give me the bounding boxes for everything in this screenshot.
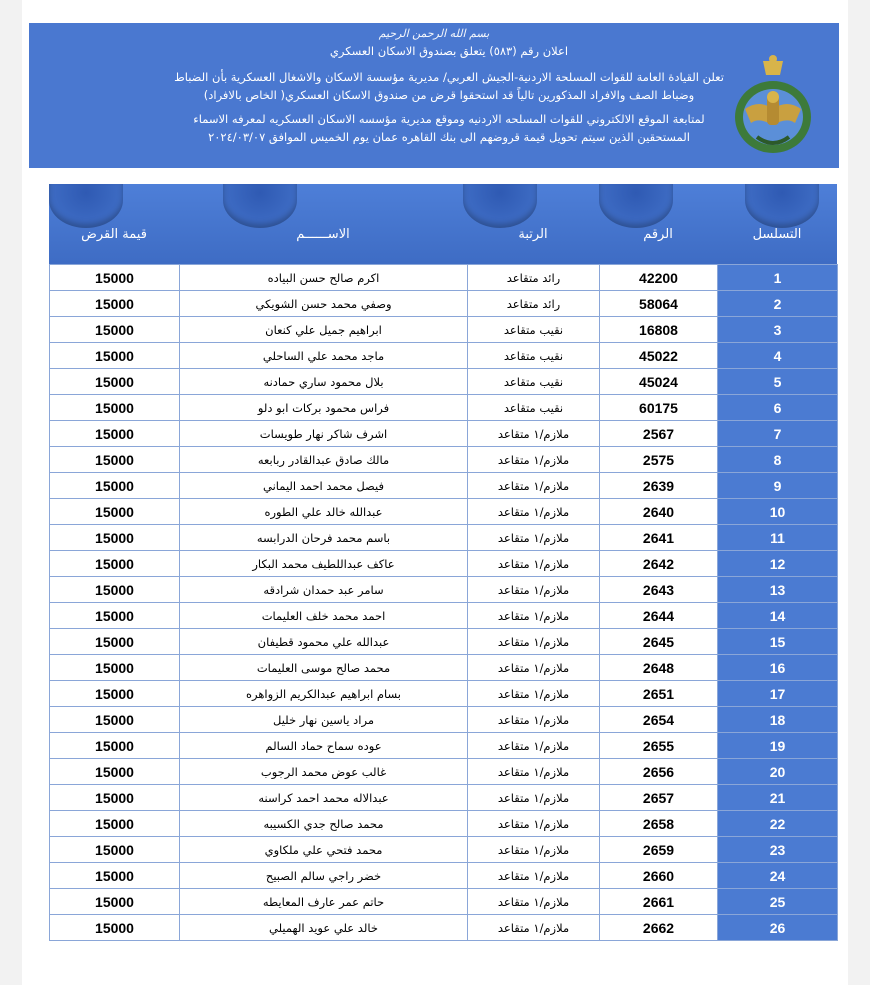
serial-cell: 23 [718, 837, 838, 863]
table-row [50, 551, 838, 577]
loan-amount-cell: 15000 [50, 681, 180, 707]
table-row [50, 447, 838, 473]
serial-cell: 15 [718, 629, 838, 655]
number-cell: 60175 [600, 395, 718, 421]
header-loan: قيمة القرض [81, 226, 147, 242]
rank-cell: ملازم/١ متقاعد [468, 863, 600, 889]
announcement-line-4: المستحقين الذين سيتم تحويل قيمة قروضهم الى بنك القاهره عمان يوم الخميس الموافق ٢٠٢٤/٠٣/٠٧ [208, 130, 690, 144]
serial-cell: 25 [718, 889, 838, 915]
table-row [50, 343, 838, 369]
number-cell: 2640 [600, 499, 718, 525]
serial-cell: 9 [718, 473, 838, 499]
loan-table-body [49, 264, 838, 941]
loan-amount-cell: 15000 [50, 343, 180, 369]
rank-cell: ملازم/١ متقاعد [468, 837, 600, 863]
name-cell: وصفي محمد حسن الشويكي [180, 291, 468, 317]
number-cell: 2661 [600, 889, 718, 915]
rank-cell: ملازم/١ متقاعد [468, 733, 600, 759]
name-cell: عبدالاله محمد احمد كراسنه [180, 785, 468, 811]
rank-cell: ملازم/١ متقاعد [468, 473, 600, 499]
rank-cell: ملازم/١ متقاعد [468, 707, 600, 733]
name-cell: محمد صالح موسى العليمات [180, 655, 468, 681]
header-rank: الرتبة [518, 226, 548, 242]
table-row [50, 707, 838, 733]
name-cell: خالد علي عويد الهميلي [180, 915, 468, 941]
table-row [50, 759, 838, 785]
name-cell: اشرف شاكر نهار طويسات [180, 421, 468, 447]
rank-cell: نقيب متقاعد [468, 317, 600, 343]
name-cell: حاتم عمر عارف المعايطه [180, 889, 468, 915]
name-cell: فراس محمود بركات ابو دلو [180, 395, 468, 421]
serial-cell: 20 [718, 759, 838, 785]
rank-cell: ملازم/١ متقاعد [468, 551, 600, 577]
header-number: الرقم [643, 226, 673, 242]
loan-amount-cell: 15000 [50, 863, 180, 889]
name-cell: عاكف عبداللطيف محمد البكار [180, 551, 468, 577]
number-cell: 2644 [600, 603, 718, 629]
number-cell: 2643 [600, 577, 718, 603]
rank-cell: نقيب متقاعد [468, 343, 600, 369]
table-row [50, 291, 838, 317]
number-cell: 16808 [600, 317, 718, 343]
name-cell: خضر راجي سالم الصبيح [180, 863, 468, 889]
number-cell: 2655 [600, 733, 718, 759]
loan-amount-cell: 15000 [50, 811, 180, 837]
loan-amount-cell: 15000 [50, 291, 180, 317]
jordan-armed-forces-emblem-icon [727, 51, 819, 161]
serial-cell: 14 [718, 603, 838, 629]
rank-cell: ملازم/١ متقاعد [468, 681, 600, 707]
number-cell: 2660 [600, 863, 718, 889]
header-name: الاســــــم [296, 226, 350, 242]
serial-cell: 24 [718, 863, 838, 889]
table-row [50, 629, 838, 655]
announcement-header [29, 23, 839, 168]
table-row [50, 473, 838, 499]
loan-amount-cell: 15000 [50, 447, 180, 473]
serial-cell: 12 [718, 551, 838, 577]
rank-cell: ملازم/١ متقاعد [468, 603, 600, 629]
serial-cell: 21 [718, 785, 838, 811]
table-row [50, 603, 838, 629]
rank-cell: ملازم/١ متقاعد [468, 759, 600, 785]
rank-cell: نقيب متقاعد [468, 395, 600, 421]
serial-cell: 2 [718, 291, 838, 317]
loan-table [49, 184, 837, 941]
table-row [50, 915, 838, 941]
name-cell: غالب عوض محمد الرجوب [180, 759, 468, 785]
number-cell: 2645 [600, 629, 718, 655]
serial-cell: 6 [718, 395, 838, 421]
loan-amount-cell: 15000 [50, 395, 180, 421]
serial-cell: 13 [718, 577, 838, 603]
rank-cell: ملازم/١ متقاعد [468, 577, 600, 603]
name-cell: باسم محمد فرحان الدرابسه [180, 525, 468, 551]
serial-cell: 4 [718, 343, 838, 369]
loan-amount-cell: 15000 [50, 759, 180, 785]
announcement-title: اعلان رقم (٥٨٣) يتعلق بصندوق الاسكان العسكري [329, 44, 569, 58]
table-row [50, 863, 838, 889]
rank-cell: ملازم/١ متقاعد [468, 655, 600, 681]
rank-cell: ملازم/١ متقاعد [468, 811, 600, 837]
number-cell: 2657 [600, 785, 718, 811]
serial-cell: 11 [718, 525, 838, 551]
loan-amount-cell: 15000 [50, 785, 180, 811]
number-cell: 2575 [600, 447, 718, 473]
number-cell: 2651 [600, 681, 718, 707]
rank-cell: نقيب متقاعد [468, 369, 600, 395]
table-row [50, 499, 838, 525]
name-cell: عوده سماح حماد السالم [180, 733, 468, 759]
number-cell: 2658 [600, 811, 718, 837]
table-header-row [49, 184, 837, 264]
name-cell: سامر عبد حمدان شرادقه [180, 577, 468, 603]
serial-cell: 17 [718, 681, 838, 707]
serial-cell: 1 [718, 265, 838, 291]
name-cell: مالك صادق عبدالقادر ربابعه [180, 447, 468, 473]
header-serial: التسلسل [752, 226, 802, 242]
number-cell: 58064 [600, 291, 718, 317]
loan-amount-cell: 15000 [50, 629, 180, 655]
loan-amount-cell: 15000 [50, 577, 180, 603]
loan-amount-cell: 15000 [50, 525, 180, 551]
loan-amount-cell: 15000 [50, 889, 180, 915]
serial-cell: 19 [718, 733, 838, 759]
serial-cell: 26 [718, 915, 838, 941]
table-row [50, 395, 838, 421]
table-row [50, 785, 838, 811]
name-cell: ابراهيم جميل علي كنعان [180, 317, 468, 343]
loan-amount-cell: 15000 [50, 655, 180, 681]
name-cell: محمد فتحي علي ملكاوي [180, 837, 468, 863]
rank-cell: ملازم/١ متقاعد [468, 499, 600, 525]
serial-cell: 18 [718, 707, 838, 733]
rank-cell: ملازم/١ متقاعد [468, 915, 600, 941]
table-row [50, 655, 838, 681]
loan-amount-cell: 15000 [50, 499, 180, 525]
rank-cell: ملازم/١ متقاعد [468, 785, 600, 811]
table-row [50, 681, 838, 707]
number-cell: 2642 [600, 551, 718, 577]
announcement-line-1: تعلن القيادة العامة للقوات المسلحة الاردنية-الجيش العربي/ مديرية مؤسسة الاسكان والاشغال العسكرية بأن الضباط [174, 70, 724, 84]
name-cell: بلال محمود ساري حمادنه [180, 369, 468, 395]
table-row [50, 889, 838, 915]
loan-amount-cell: 15000 [50, 707, 180, 733]
number-cell: 2662 [600, 915, 718, 941]
rank-cell: ملازم/١ متقاعد [468, 447, 600, 473]
name-cell: مراد ياسين نهار خليل [180, 707, 468, 733]
number-cell: 2567 [600, 421, 718, 447]
rank-cell: ملازم/١ متقاعد [468, 629, 600, 655]
loan-amount-cell: 15000 [50, 421, 180, 447]
name-cell: بسام ابراهيم عبدالكريم الزواهره [180, 681, 468, 707]
loan-amount-cell: 15000 [50, 915, 180, 941]
number-cell: 2659 [600, 837, 718, 863]
serial-cell: 5 [718, 369, 838, 395]
announcement-line-2: وضباط الصف والافراد المذكورين تالياً قد استحقوا قرض من صندوق الاسكان العسكري( الخاص بالافراد) [203, 88, 695, 102]
table-row [50, 421, 838, 447]
name-cell: عبدالله خالد علي الطوره [180, 499, 468, 525]
table-row [50, 837, 838, 863]
rank-cell: ملازم/١ متقاعد [468, 889, 600, 915]
rank-cell: ملازم/١ متقاعد [468, 421, 600, 447]
name-cell: ماجد محمد علي الساحلي [180, 343, 468, 369]
loan-amount-cell: 15000 [50, 551, 180, 577]
table-row [50, 811, 838, 837]
number-cell: 2641 [600, 525, 718, 551]
number-cell: 2648 [600, 655, 718, 681]
announcement-line-3: لمتابعة الموقع الالكتروني للقوات المسلحه الاردنيه وموقع مديرية مؤسسه الاسكان العسكريه لمعرفه الاسماء [193, 112, 705, 126]
loan-amount-cell: 15000 [50, 837, 180, 863]
table-row [50, 525, 838, 551]
name-cell: محمد صالح جدي الكسيبه [180, 811, 468, 837]
table-row [50, 577, 838, 603]
number-cell: 2656 [600, 759, 718, 785]
number-cell: 45022 [600, 343, 718, 369]
rank-cell: ملازم/١ متقاعد [468, 525, 600, 551]
serial-cell: 8 [718, 447, 838, 473]
serial-cell: 22 [718, 811, 838, 837]
loan-amount-cell: 15000 [50, 733, 180, 759]
basmala-text: بسم الله الرحمن الرحيم [378, 27, 490, 40]
rank-cell: رائد متقاعد [468, 265, 600, 291]
rank-cell: رائد متقاعد [468, 291, 600, 317]
loan-amount-cell: 15000 [50, 603, 180, 629]
table-row [50, 369, 838, 395]
loan-amount-cell: 15000 [50, 317, 180, 343]
loan-amount-cell: 15000 [50, 265, 180, 291]
serial-cell: 10 [718, 499, 838, 525]
table-row [50, 317, 838, 343]
name-cell: فيصل محمد احمد اليماني [180, 473, 468, 499]
name-cell: اكرم صالح حسن البياده [180, 265, 468, 291]
loan-amount-cell: 15000 [50, 369, 180, 395]
serial-cell: 7 [718, 421, 838, 447]
table-row [50, 733, 838, 759]
number-cell: 2639 [600, 473, 718, 499]
serial-cell: 16 [718, 655, 838, 681]
serial-cell: 3 [718, 317, 838, 343]
number-cell: 42200 [600, 265, 718, 291]
loan-amount-cell: 15000 [50, 473, 180, 499]
number-cell: 45024 [600, 369, 718, 395]
name-cell: عبدالله علي محمود قطيفان [180, 629, 468, 655]
number-cell: 2654 [600, 707, 718, 733]
name-cell: احمد محمد خلف العليمات [180, 603, 468, 629]
